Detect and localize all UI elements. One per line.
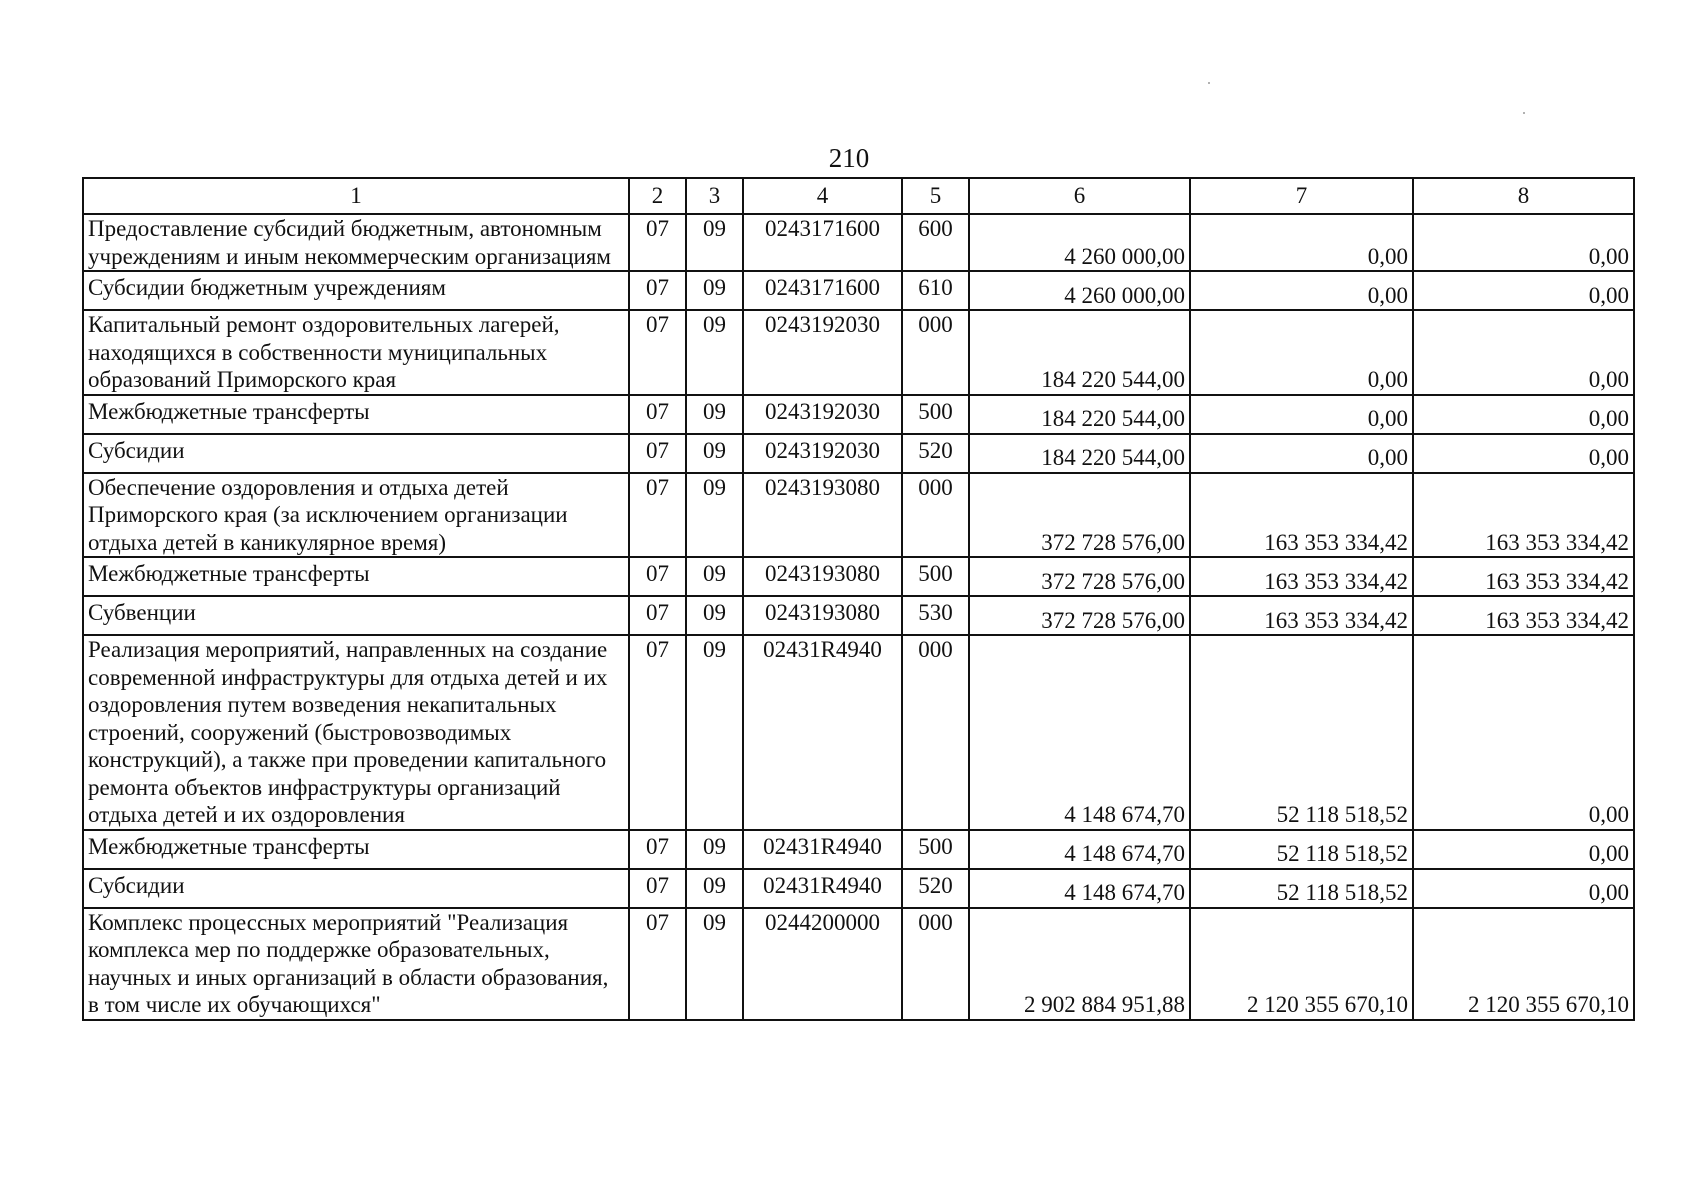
column-header: 5 <box>902 178 969 214</box>
amount-col6: 372 728 576,00 <box>969 557 1190 596</box>
row-name: Обеспечение оздоровления и отдыха детей Приморского края (за исключением организации отдыха детей в каникулярное время) <box>83 473 629 558</box>
column-header: 7 <box>1190 178 1413 214</box>
amount-col8: 2 120 355 670,10 <box>1413 908 1634 1020</box>
target-article-code: 0243192030 <box>743 434 902 473</box>
target-article-code: 02431R4940 <box>743 869 902 908</box>
section-code: 07 <box>629 214 686 271</box>
table-row <box>83 596 1634 635</box>
amount-col8: 0,00 <box>1413 869 1634 908</box>
section-code: 07 <box>629 473 686 558</box>
row-name: Комплекс процессных мероприятий "Реализация комплекса мер по поддержке образовательных, научных и иных организаций в области образования, в том числе их обучающихся" <box>83 908 629 1020</box>
target-article-code: 02431R4940 <box>743 635 902 830</box>
subsection-code: 09 <box>686 310 743 395</box>
amount-col8: 0,00 <box>1413 830 1634 869</box>
amount-col8: 163 353 334,42 <box>1413 473 1634 558</box>
amount-col7: 52 118 518,52 <box>1190 869 1413 908</box>
budget-table <box>82 177 1635 1021</box>
amount-col6: 2 902 884 951,88 <box>969 908 1190 1020</box>
column-header: 2 <box>629 178 686 214</box>
amount-col7: 0,00 <box>1190 214 1413 271</box>
row-name: Капитальный ремонт оздоровительных лагерей, находящихся в собственности муниципальных образований Приморского края <box>83 310 629 395</box>
section-code: 07 <box>629 310 686 395</box>
column-header: 4 <box>743 178 902 214</box>
amount-col7: 163 353 334,42 <box>1190 473 1413 558</box>
amount-col8: 0,00 <box>1413 635 1634 830</box>
expense-type-code: 500 <box>902 557 969 596</box>
target-article-code: 0243193080 <box>743 473 902 558</box>
amount-col6: 184 220 544,00 <box>969 395 1190 434</box>
column-header: 8 <box>1413 178 1634 214</box>
table-row <box>83 635 1634 830</box>
expense-type-code: 000 <box>902 635 969 830</box>
scan-speck <box>1523 112 1525 114</box>
amount-col7: 0,00 <box>1190 434 1413 473</box>
section-code: 07 <box>629 271 686 310</box>
expense-type-code: 000 <box>902 473 969 558</box>
expense-type-code: 000 <box>902 908 969 1020</box>
target-article-code: 0243192030 <box>743 310 902 395</box>
row-name: Межбюджетные трансферты <box>83 557 629 596</box>
subsection-code: 09 <box>686 473 743 558</box>
amount-col7: 52 118 518,52 <box>1190 635 1413 830</box>
amount-col6: 372 728 576,00 <box>969 473 1190 558</box>
table-header <box>83 178 1634 214</box>
expense-type-code: 600 <box>902 214 969 271</box>
subsection-code: 09 <box>686 635 743 830</box>
row-name: Предоставление субсидий бюджетным, автономным учреждениям и иным некоммерческим организациям <box>83 214 629 271</box>
target-article-code: 0243193080 <box>743 557 902 596</box>
section-code: 07 <box>629 635 686 830</box>
expense-type-code: 000 <box>902 310 969 395</box>
amount-col6: 4 148 674,70 <box>969 869 1190 908</box>
amount-col7: 0,00 <box>1190 271 1413 310</box>
amount-col7: 0,00 <box>1190 310 1413 395</box>
row-name: Реализация мероприятий, направленных на создание современной инфраструктуры для отдыха детей и их оздоровления путем возведения некапитальных строений, сооружений (быстровозводимых конструкций), а также при проведении капитального ремонта объектов инфраструктуры организаций отдыха детей и их оздоровления <box>83 635 629 830</box>
target-article-code: 0243171600 <box>743 271 902 310</box>
subsection-code: 09 <box>686 869 743 908</box>
table-row <box>83 395 1634 434</box>
section-code: 07 <box>629 830 686 869</box>
amount-col6: 4 148 674,70 <box>969 635 1190 830</box>
row-name: Субсидии <box>83 434 629 473</box>
amount-col8: 0,00 <box>1413 310 1634 395</box>
amount-col6: 4 260 000,00 <box>969 271 1190 310</box>
target-article-code: 0244200000 <box>743 908 902 1020</box>
subsection-code: 09 <box>686 596 743 635</box>
target-article-code: 0243192030 <box>743 395 902 434</box>
subsection-code: 09 <box>686 830 743 869</box>
amount-col7: 0,00 <box>1190 395 1413 434</box>
table-row <box>83 434 1634 473</box>
column-header: 3 <box>686 178 743 214</box>
subsection-code: 09 <box>686 557 743 596</box>
subsection-code: 09 <box>686 434 743 473</box>
expense-type-code: 520 <box>902 434 969 473</box>
header-row <box>83 178 1634 214</box>
amount-col8: 0,00 <box>1413 271 1634 310</box>
amount-col8: 163 353 334,42 <box>1413 596 1634 635</box>
expense-type-code: 500 <box>902 395 969 434</box>
column-header: 1 <box>83 178 629 214</box>
page-number: 210 <box>828 143 870 173</box>
expense-type-code: 520 <box>902 869 969 908</box>
table-row <box>83 557 1634 596</box>
expense-type-code: 530 <box>902 596 969 635</box>
amount-col8: 163 353 334,42 <box>1413 557 1634 596</box>
subsection-code: 09 <box>686 214 743 271</box>
table-row <box>83 310 1634 395</box>
target-article-code: 0243193080 <box>743 596 902 635</box>
row-name: Субвенции <box>83 596 629 635</box>
table-row <box>83 908 1634 1020</box>
amount-col6: 4 260 000,00 <box>969 214 1190 271</box>
row-name: Межбюджетные трансферты <box>83 830 629 869</box>
section-code: 07 <box>629 434 686 473</box>
table-row <box>83 271 1634 310</box>
section-code: 07 <box>629 908 686 1020</box>
target-article-code: 0243171600 <box>743 214 902 271</box>
section-code: 07 <box>629 395 686 434</box>
amount-col8: 0,00 <box>1413 395 1634 434</box>
amount-col7: 2 120 355 670,10 <box>1190 908 1413 1020</box>
subsection-code: 09 <box>686 395 743 434</box>
table-row <box>83 214 1634 271</box>
amount-col6: 184 220 544,00 <box>969 310 1190 395</box>
section-code: 07 <box>629 869 686 908</box>
expense-type-code: 610 <box>902 271 969 310</box>
row-name: Межбюджетные трансферты <box>83 395 629 434</box>
amount-col8: 0,00 <box>1413 214 1634 271</box>
amount-col8: 0,00 <box>1413 434 1634 473</box>
subsection-code: 09 <box>686 271 743 310</box>
row-name: Субсидии бюджетным учреждениям <box>83 271 629 310</box>
expense-type-code: 500 <box>902 830 969 869</box>
table-row <box>83 869 1634 908</box>
target-article-code: 02431R4940 <box>743 830 902 869</box>
subsection-code: 09 <box>686 908 743 1020</box>
section-code: 07 <box>629 557 686 596</box>
amount-col7: 52 118 518,52 <box>1190 830 1413 869</box>
amount-col7: 163 353 334,42 <box>1190 596 1413 635</box>
amount-col6: 184 220 544,00 <box>969 434 1190 473</box>
section-code: 07 <box>629 596 686 635</box>
table-row <box>83 830 1634 869</box>
amount-col7: 163 353 334,42 <box>1190 557 1413 596</box>
column-header: 6 <box>969 178 1190 214</box>
table-row <box>83 473 1634 558</box>
amount-col6: 372 728 576,00 <box>969 596 1190 635</box>
amount-col6: 4 148 674,70 <box>969 830 1190 869</box>
scan-speck <box>1208 82 1210 84</box>
row-name: Субсидии <box>83 869 629 908</box>
